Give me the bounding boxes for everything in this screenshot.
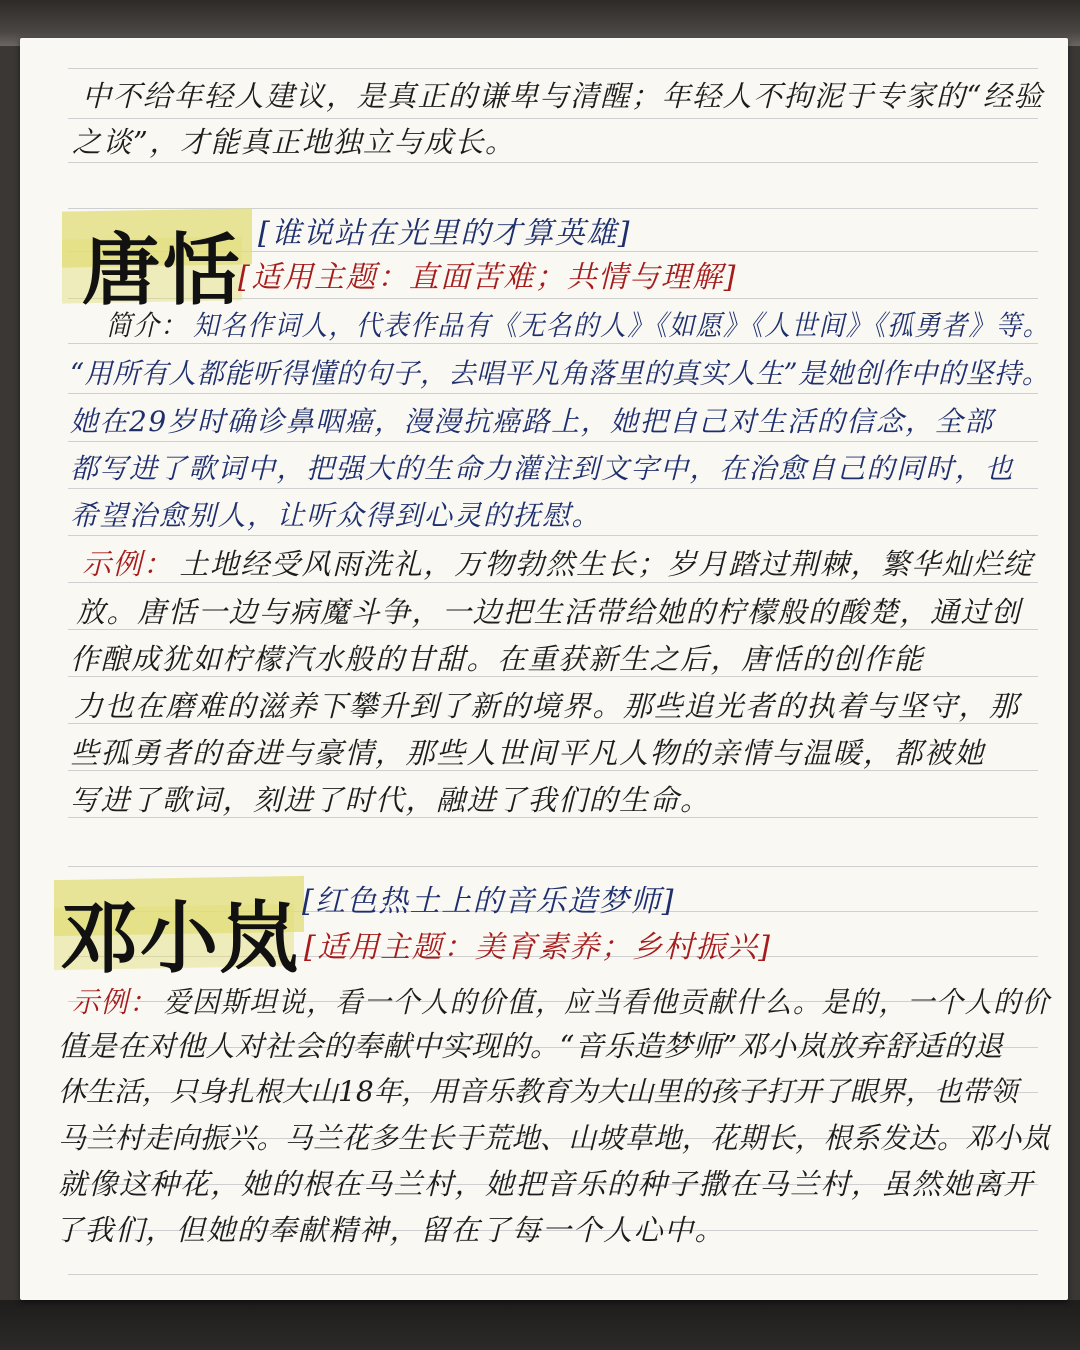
ruled-line (68, 582, 1038, 583)
section-subtitle: [红色热土上的音乐造梦师] (302, 884, 675, 919)
intro-text: “用所有人都能听得懂的句子，去唱平凡角落里的真实人生”是她创作中的坚持。 (70, 357, 1050, 390)
example-text: 作酿成犹如柠檬汽水般的甘甜。在重获新生之后，唐恬的创作能 (70, 642, 925, 676)
example-text: 爱因斯坦说，看一个人的价值，应当看他贡献什么。是的，一个人的价 (163, 985, 1051, 1019)
section-subtitle: [谁说站在光里的才算英雄] (258, 216, 631, 251)
example-paragraph-first (82, 546, 1034, 582)
intro-paragraph-first (106, 308, 1050, 344)
intro-line: 之谈”，才能真正地独立与成长。 (72, 125, 516, 159)
example-text: 力也在磨难的滋养下攀升到了新的境界。那些追光者的执着与坚守，那 (74, 689, 1020, 723)
ruled-line (68, 535, 1038, 536)
example-label: 示例： (82, 547, 174, 581)
example-text: 就像这种花，她的根在马兰村，她把音乐的种子撒在马兰村，虽然她离开 (58, 1167, 1035, 1201)
section-title-dengxiaolan: 邓小岚 (60, 893, 301, 984)
example-text: 土地经受风雨洗礼，万物勃然生长；岁月踏过荆棘，繁华灿烂绽 (179, 547, 1034, 581)
section-title-tangtian: 唐恬 (82, 225, 243, 316)
section-topic: [适用主题：直面苦难；共情与理解] (238, 260, 737, 295)
intro-text: 她在29岁时确诊鼻咽癌，漫漫抗癌路上，她把自己对生活的信念，全部 (70, 405, 994, 438)
ruled-line (68, 68, 1038, 69)
ruled-line (68, 866, 1038, 867)
example-text: 些孤勇者的奋进与豪情，那些人世间平凡人物的亲情与温暖，都被她 (70, 736, 986, 770)
intro-text: 知名作词人，代表作品有《无名的人》《如愿》《人世间》《孤勇者》等。 (192, 309, 1050, 342)
ruled-line (68, 1274, 1038, 1275)
example-label: 示例： (72, 985, 158, 1019)
intro-text: 希望治愈别人，让听众得到心灵的抚慰。 (70, 499, 602, 532)
section-topic: [适用主题：美育素养；乡村振兴] (304, 930, 772, 965)
example-text: 值是在对他人对社会的奉献中实现的。“音乐造梦师”邓小岚放弃舒适的退 (58, 1029, 1004, 1063)
intro-line: 中不给年轻人建议，是真正的谦卑与清醒；年轻人不拘泥于专家的“经验 (82, 79, 1044, 113)
intro-text: 都写进了歌词中，把强大的生命力灌注到文字中，在治愈自己的同时，也 (70, 452, 1015, 485)
ruled-line (68, 118, 1038, 119)
example-paragraph-first (72, 984, 1050, 1020)
ruled-line (68, 488, 1038, 489)
notebook-page (20, 38, 1068, 1300)
example-text: 放。唐恬一边与病魔斗争，一边把生活带给她的柠檬般的酸楚，通过创 (76, 595, 1022, 629)
example-text: 马兰村走向振兴。马兰花多生长于荒地、山坡草地，花期长，根系发达。邓小岚 (58, 1121, 1051, 1155)
example-text: 写进了歌词，刻进了时代，融进了我们的生命。 (70, 783, 711, 817)
ruled-line (68, 162, 1038, 163)
ruled-line (68, 393, 1038, 394)
example-text: 了我们，但她的奉献精神，留在了每一个人心中。 (54, 1213, 726, 1247)
example-text: 休生活，只身扎根大山18年，用音乐教育为大山里的孩子打开了眼界，也带领 (58, 1075, 1018, 1108)
desk-background (0, 1300, 1080, 1350)
intro-label: 简介： (106, 309, 188, 342)
ruled-line (68, 441, 1038, 442)
